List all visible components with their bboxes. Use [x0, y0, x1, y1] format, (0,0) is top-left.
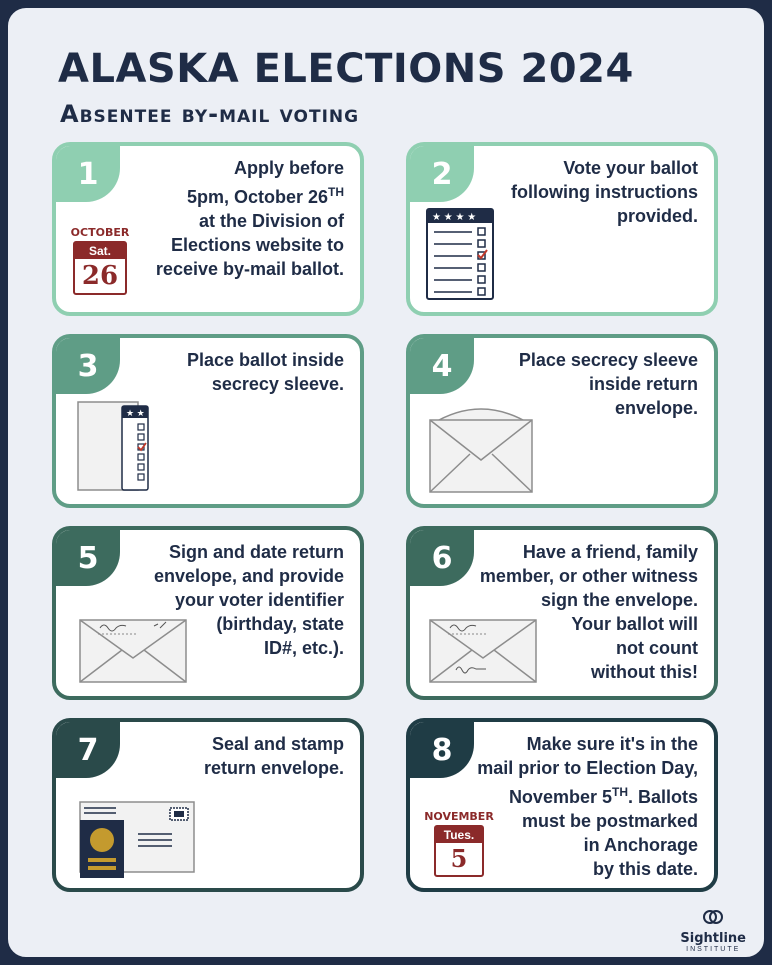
logo-sub: INSTITUTE [686, 946, 741, 953]
secrecy-sleeve-icon [76, 400, 156, 494]
step-4-text: Place secrecy sleeve inside return envelope. [518, 350, 698, 418]
step-2-text: Vote your ballot following instructions provided. [511, 158, 698, 226]
step-6-text: Have a friend, family member, or other witness sign the envelope. Your ballot will not count without this! [479, 542, 698, 682]
logo-name: Sightline [680, 931, 746, 946]
signed-envelope-icon [78, 618, 190, 684]
step-4-card [406, 334, 718, 508]
stamped-envelope-icon [78, 800, 196, 880]
step-2-number: 2 [410, 146, 474, 202]
return-envelope-icon [426, 400, 536, 496]
page-title: ALASKA ELECTIONS 2024 [58, 46, 634, 92]
page-subtitle: Absentee by-mail voting [60, 100, 360, 128]
step-5-number: 5 [56, 530, 120, 586]
calendar-icon: OCTOBER Sat. 26 [70, 226, 130, 295]
step-7-card [52, 718, 364, 892]
step-1-number: 1 [56, 146, 120, 202]
step-5-card [52, 526, 364, 700]
step-3-number: 3 [56, 338, 120, 394]
svg-text:★ ★: ★ ★ [126, 408, 145, 418]
step-8-text: Make sure it's in the mail prior to Election Day, November 5TH. Ballots must be postmarked in Anchorage by this date. [477, 734, 698, 879]
step-8-number: 8 [410, 722, 474, 778]
step-8-card [406, 718, 718, 892]
ballot-icon [426, 208, 496, 302]
step-7-text: Seal and stamp return envelope. [203, 734, 344, 778]
step-2-card [406, 142, 718, 316]
step-6-number: 6 [410, 530, 474, 586]
witness-envelope-icon [428, 618, 540, 684]
svg-text:★ ★ ★ ★: ★ ★ ★ ★ [432, 212, 477, 223]
step-3-text: Place ballot inside secrecy sleeve. [186, 350, 344, 394]
step-1-card [52, 142, 364, 316]
step-6-card [406, 526, 718, 700]
step-4-number: 4 [410, 338, 474, 394]
sightline-logo [680, 908, 746, 953]
step-1-text: Apply before 5pm, October 26TH at the Division of Elections website to receive by-mail ballot. [155, 158, 344, 279]
step-5-text: Sign and date return envelope, and provide your voter identifier (birthday, state ID#, etc.). [153, 542, 344, 658]
step-3-card [52, 334, 364, 508]
calendar-icon: NOVEMBER Tues. 5 [424, 810, 494, 877]
sightline-logo-icon [701, 908, 725, 926]
step-7-number: 7 [56, 722, 120, 778]
